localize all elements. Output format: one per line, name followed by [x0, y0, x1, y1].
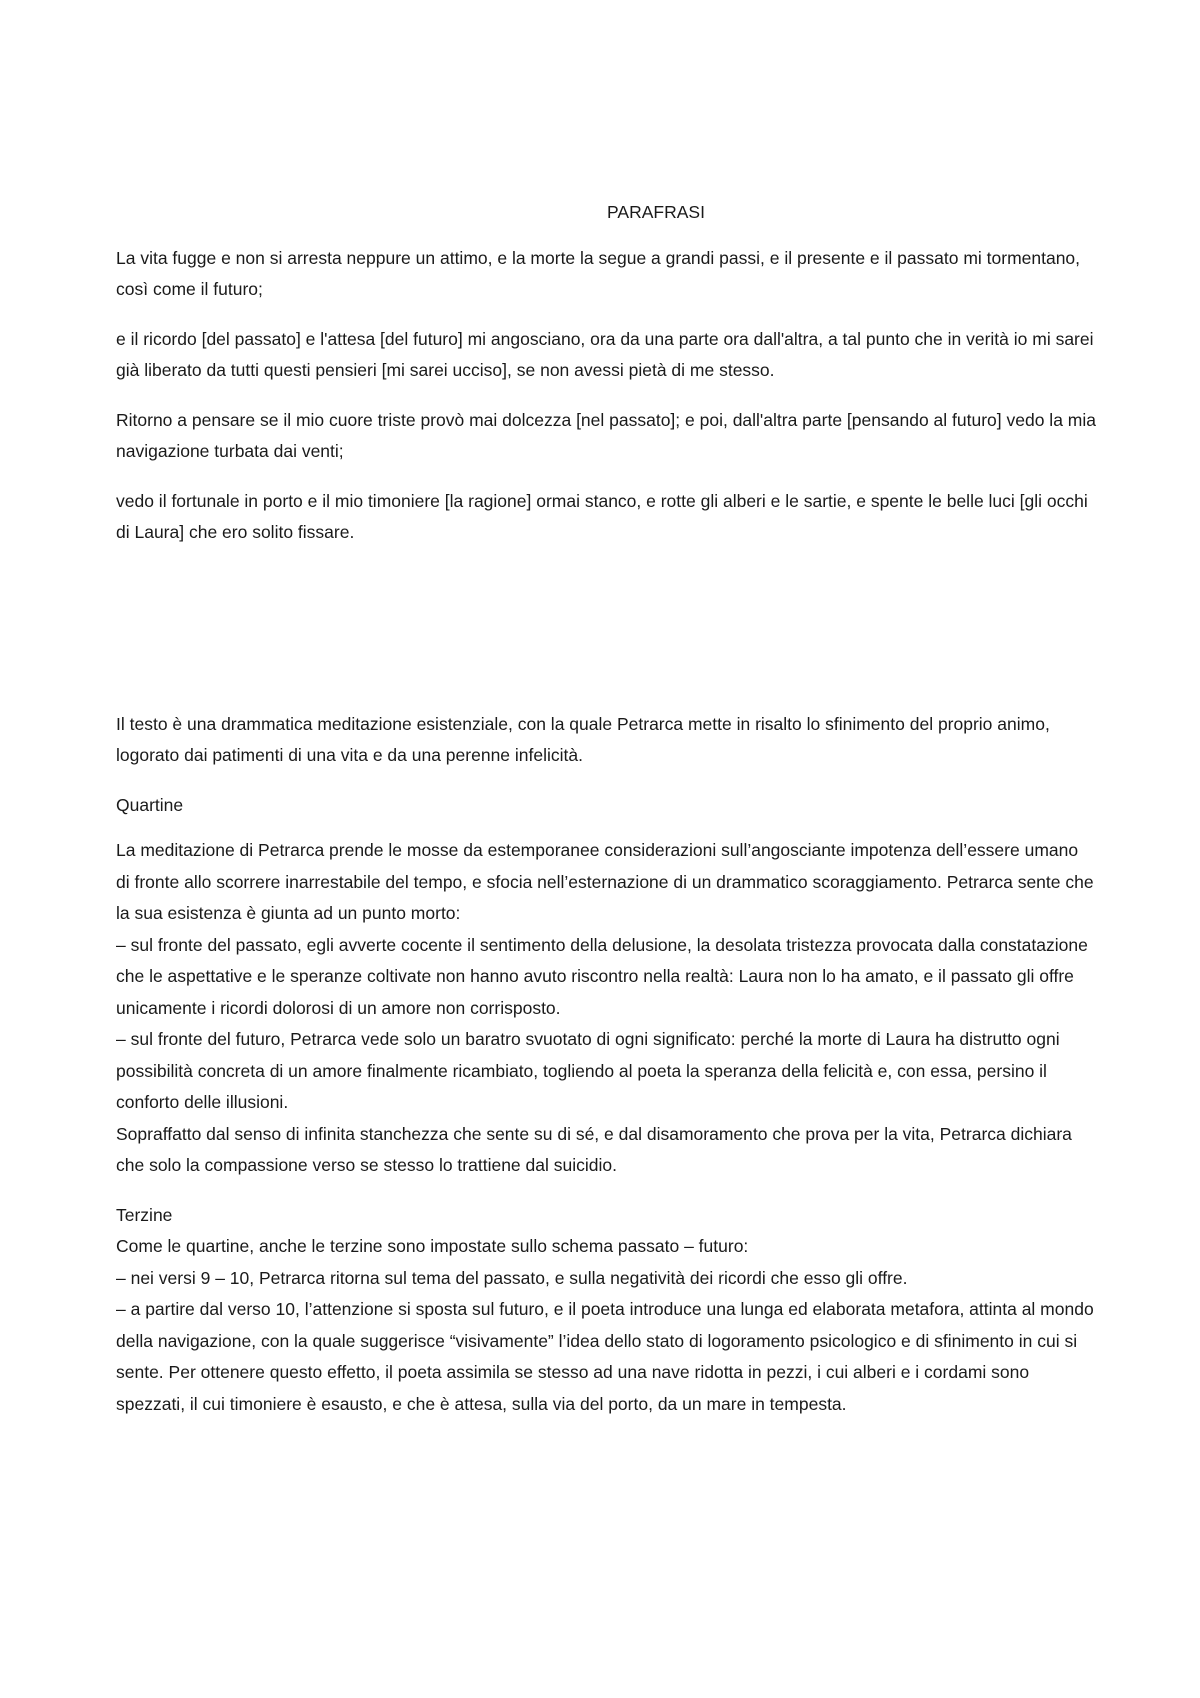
quartine-line-3: – sul fronte del futuro, Petrarca vede solo un baratro svuotato di ogni significato: perché la morte di Laura ha distrutto ogni possibilità concreta di un amore finalmente ricambiato, togliendo al poeta la speranza della felicità e, con essa, persino il conforto delle illusioni.: [116, 1029, 1060, 1112]
parafrasi-paragraph-3: Ritorno a pensare se il mio cuore triste provò mai dolcezza [nel passato]; e poi, dall'altra parte [pensando al futuro] vedo la mia navigazione turbata dai venti;: [116, 409, 1096, 461]
terzine-section: [116, 1200, 1096, 1421]
parafrasi-paragraph-4: vedo il fortunale in porto e il mio timoniere [la ragione] ormai stanco, e rotte gli alberi e le sartie, e spente le belle luci [gli occhi di Laura] che ero solito fissare.: [116, 490, 1088, 542]
quartine-heading: Quartine: [116, 794, 184, 815]
parafrasi-paragraph-1: La vita fugge e non si arresta neppure un attimo, e la morte la segue a grandi passi, e il presente e il passato mi tormentano, così come il futuro;: [116, 247, 1081, 299]
document-body: [116, 197, 1096, 1438]
intro-paragraph: Il testo è una drammatica meditazione esistenziale, con la quale Petrarca mette in risalto lo sfinimento del proprio animo, logorato dai patimenti di una vita e da una perenne infelicità.: [116, 713, 1050, 765]
quartine-line-2: – sul fronte del passato, egli avverte cocente il sentimento della delusione, la desolata tristezza provocata dalla constatazione che le aspettative e le speranze coltivate non hanno avuto riscontro nella realtà: Laura non lo ha amato, e il passato gli offre unicamente i ricordi dolorosi di un amore non corrisposto.: [116, 934, 1088, 1018]
quartine-line-1: La meditazione di Petrarca prende le mosse da estemporanee considerazioni sull’angosciante impotenza dell’essere umano di fronte allo scorrere inarrestabile del tempo, e sfocia nell’esternazione di un drammatico scoraggiamento. Petrarca sente che la sua esistenza è giunta ad un punto morto:: [116, 840, 1094, 923]
terzine-heading: Terzine: [116, 1204, 173, 1225]
section-gap: [116, 567, 1096, 709]
terzine-line-2: – nei versi 9 – 10, Petrarca ritorna sul tema del passato, e sulla negatività dei ricordi che esso gli offre.: [116, 1267, 908, 1288]
quartine-section: [116, 835, 1096, 1182]
quartine-line-4: Sopraffatto dal senso di infinita stanchezza che sente su di sé, e dal disamoramento che prova per la vita, Petrarca dichiara che solo la compassione verso se stesso lo trattiene dal suicidio.: [116, 1123, 1072, 1175]
document-title: PARAFRASI: [607, 202, 705, 222]
terzine-line-3: – a partire dal verso 10, l’attenzione si sposta sul futuro, e il poeta introduce una lunga ed elaborata metafora, attinta al mondo della navigazione, con la quale suggerisce “visivamente” l’idea dello stato di logoramento psicologico e di sfinimento in cui si sente. Per ottenere questo effetto, il poeta assimila se stesso ad una nave ridotta in pezzi, i cui alberi e i cordami sono spezzati, il cui timoniere è esausto, e che è attesa, sulla via del porto, da un mare in tempesta.: [116, 1299, 1094, 1414]
terzine-line-1: Come le quartine, anche le terzine sono impostate sullo schema passato – futuro:: [116, 1236, 749, 1256]
parafrasi-paragraph-2: e il ricordo [del passato] e l'attesa [del futuro] mi angosciano, ora da una parte ora dall'altra, a tal punto che in verità io mi sarei già liberato da tutti questi pensieri [mi sarei ucciso], se non avessi pietà di me stesso.: [116, 328, 1094, 380]
